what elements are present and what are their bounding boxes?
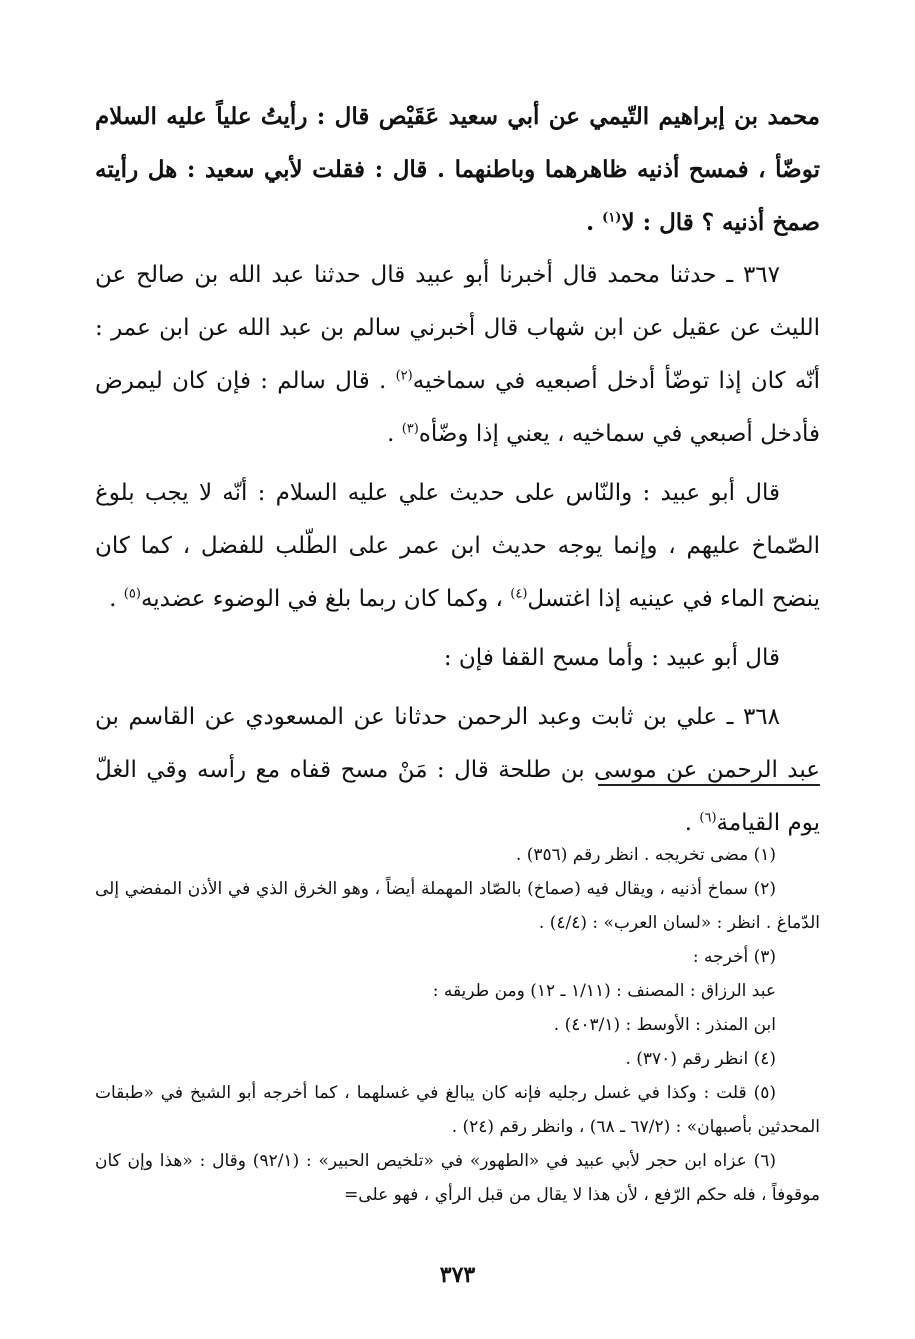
footnote-2: (٢) سماخ أذنيه ، ويقال فيه (صماخ) بالصّاد المهملة أيضاً ، وهو الخرق الذي في الأذن المفضي إلى الدّماغ . انظر : «لسان العرب» : (٤/٤) . [95, 879, 820, 933]
paragraph-continuation: محمد بن إبراهيم التّيمي عن أبي سعيد عَقَيْص قال : رأيتُ علياً عليه السلام توضّأ ، فمسح أذنيه ظاهرهما وباطنهما . قال : فقلت لأبي سعيد : هل رأيته صمخ أذنيه ؟ قال : لا$^{(١)}$ . [95, 103, 820, 236]
abu-ubaid-commentary: قال أبو عبيد : والنّاس على حديث علي عليه السلام : أنّه لا يجب بلوغ الصّماخ عليهم ، وإنما يوجه حديث ابن عمر على الطّلب للفضل ، كما كان ينضح الماء في عينيه إذا اغتسل$^{(٤)}$ ، وكما كان ربما بلغ في الوضوء عضديه$^{(٥)}$ . [95, 480, 820, 612]
footnote-3-source-b: ابن المنذر : الأوسط : (٤٠٣/١) . [553, 1015, 776, 1035]
footnote-ref-3: (٣) [401, 421, 419, 437]
footnote-4: (٤) انظر رقم (٣٧٠) . [625, 1049, 776, 1069]
footnote-3-source-a: عبد الرزاق : المصنف : (١/١١ ـ ١٢) ومن طريقه : [432, 981, 776, 1001]
footnote-ref-1: (١) [602, 210, 622, 226]
footnote-ref-2: (٢) [395, 368, 413, 384]
hadith-368: ٣٦٨ ـ علي بن ثابت وعبد الرحمن حدثانا عن المسعودي عن القاسم بن عبد الرحمن عن موسى بن طلحة قال : مَنْ مسح قفاه مع رأسه وقي الغلّ يوم القيامة$^{(٦)}$ . [95, 704, 820, 836]
abu-ubaid-intro: قال أبو عبيد : وأما مسح القفا فإن : [443, 645, 780, 671]
footnote-3: (٣) أخرجه : [692, 947, 776, 967]
main-text [95, 90, 820, 850]
footnote-ref-4: (٤) [510, 586, 528, 602]
footnotes [95, 838, 820, 1212]
footnote-ref-5: (٥) [123, 586, 141, 602]
footnote-ref-6: (٦) [699, 810, 717, 826]
footnote-5: (٥) قلت : وكذا في غسل رجليه فإنه كان يبالغ في غسلهما ، كما أخرجه أبو الشيخ في «طبقات المحدثين بأصبهان» : (٦٧/٢ ـ ٦٨) ، وانظر رقم (٢٤) . [95, 1083, 820, 1137]
footnote-6: (٦) عزاه ابن حجر لأبي عبيد في «الطهور» في «تلخيص الحبير» : (٩٢/١) وقال : «هذا وإن كان موقوفاً ، فله حكم الرّفع ، لأن هذا لا يقال من قبل الرأي ، فهو على= [95, 1151, 820, 1205]
page-number: ٣٧٣ [439, 1262, 476, 1288]
footnote-1: (١) مضى تخريجه . انظر رقم (٣٥٦) . [515, 845, 776, 865]
hadith-367: ٣٦٧ ـ حدثنا محمد قال أخبرنا أبو عبيد قال حدثنا عبد الله بن صالح عن الليث عن عقيل عن ابن شهاب قال أخبرني سالم بن عبد الله عن ابن عمر : أنّه كان إذا توضّأ أدخل أصبعيه في سماخيه$^{(٢)}$ . قال سالم : فإن كان ليمرض فأدخل أصبعي في سماخيه ، يعني إذا وضّأه$^{(٣)}$ . [95, 262, 821, 447]
footnote-separator [598, 784, 820, 786]
